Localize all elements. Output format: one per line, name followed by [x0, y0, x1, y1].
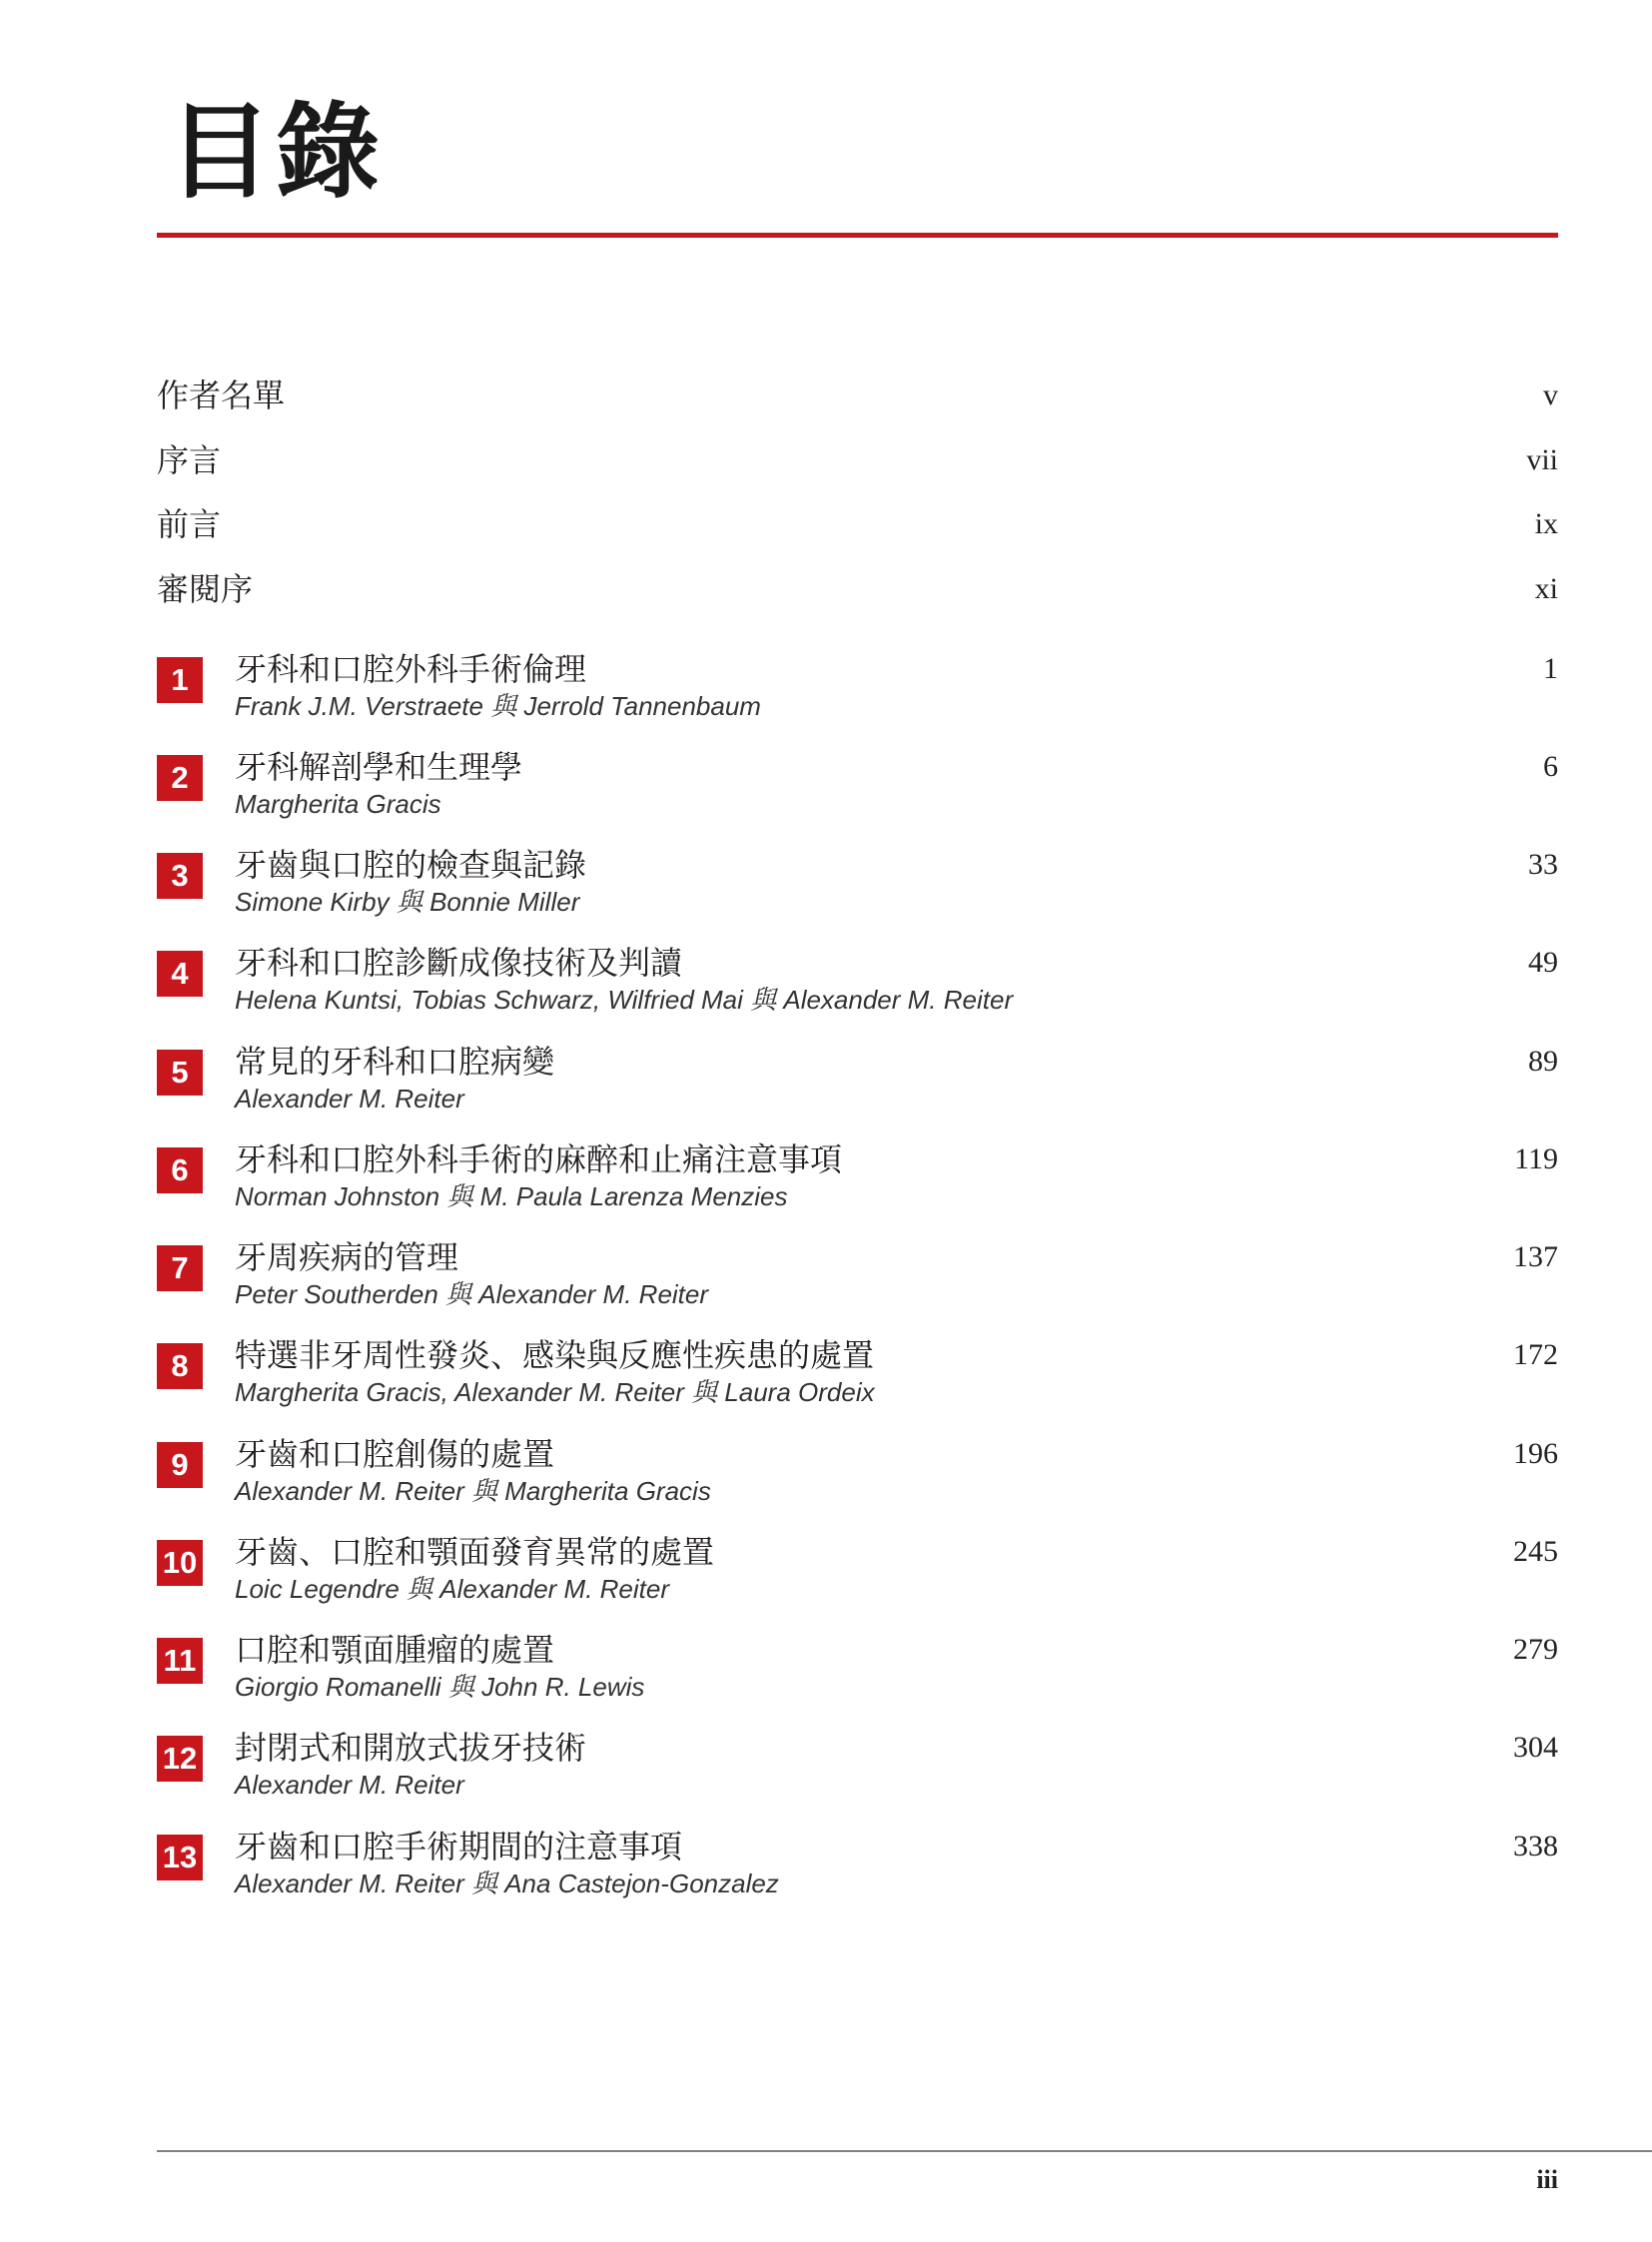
chapter-authors: Simone Kirby 與 Bonnie Miller: [235, 887, 580, 917]
chapter-authors: Alexander M. Reiter 與 Margherita Gracis: [235, 1476, 711, 1506]
chapter-title: 牙科和口腔外科手術倫理: [235, 650, 587, 688]
chapter-title: 牙齒與口腔的檢查與記錄: [235, 846, 587, 884]
toc-chapter-entry[interactable]: [157, 1140, 1558, 1229]
toc-chapter-entry[interactable]: [157, 944, 1558, 1033]
toc-chapter-entry[interactable]: [157, 1043, 1558, 1131]
chapter-title: 牙科解剖學和生理學: [235, 748, 523, 786]
toc-entry-front[interactable]: [157, 435, 1558, 485]
chapter-page: 196: [1513, 1437, 1558, 1470]
toc-chapter-entry[interactable]: [157, 1336, 1558, 1425]
toc-entry-title: 序言: [157, 441, 222, 479]
chapter-number-badge: 9: [157, 1442, 203, 1488]
chapter-page: 89: [1528, 1045, 1558, 1078]
chapter-number-badge: 4: [157, 951, 203, 997]
title-rule: [157, 233, 1558, 238]
chapter-authors: Loic Legendre 與 Alexander M. Reiter: [235, 1574, 670, 1604]
toc-chapter-entry[interactable]: [157, 1238, 1558, 1327]
toc-chapter-entry[interactable]: [157, 1631, 1558, 1720]
toc-chapter-entry[interactable]: [157, 748, 1558, 837]
toc-entry-page: xi: [1534, 572, 1558, 605]
chapter-title: 特選非牙周性發炎、感染與反應性疾患的處置: [235, 1336, 875, 1374]
chapter-page: 304: [1513, 1731, 1558, 1764]
chapter-number-badge: 11: [157, 1638, 203, 1684]
chapter-authors: Alexander M. Reiter: [235, 1084, 464, 1114]
chapter-number-badge: 13: [157, 1835, 203, 1880]
toc-chapter-entry[interactable]: [157, 1828, 1558, 1916]
chapter-title: 封閉式和開放式拔牙技術: [235, 1729, 587, 1767]
chapter-title: 牙齒、口腔和顎面發育異常的處置: [235, 1533, 715, 1571]
chapter-page: 137: [1513, 1240, 1558, 1273]
chapter-title: 牙科和口腔診斷成像技術及判讀: [235, 944, 683, 982]
chapter-number-badge: 10: [157, 1540, 203, 1586]
chapter-authors: Margherita Gracis, Alexander M. Reiter 與 Laura Ordeix: [235, 1377, 875, 1407]
chapter-title: 牙科和口腔外科手術的麻醉和止痛注意事項: [235, 1140, 843, 1178]
chapter-number-badge: 6: [157, 1147, 203, 1193]
chapter-authors: Frank J.M. Verstraete 與 Jerrold Tannenbaum: [235, 691, 761, 721]
chapter-page: 33: [1528, 848, 1558, 881]
footer-rule: [157, 2150, 1652, 2152]
chapter-number-badge: 5: [157, 1050, 203, 1096]
chapter-page: 49: [1528, 946, 1558, 979]
toc-entry-front[interactable]: [157, 371, 1558, 420]
chapter-page: 119: [1514, 1142, 1558, 1175]
chapter-number-badge: 1: [157, 657, 203, 703]
chapter-title: 常見的牙科和口腔病變: [235, 1043, 555, 1081]
page-title: 目錄: [168, 90, 385, 213]
toc-chapter-entry[interactable]: [157, 1729, 1558, 1818]
chapter-page: 1: [1543, 652, 1558, 685]
toc-entry-page: ix: [1534, 507, 1558, 540]
page-folio: iii: [1536, 2165, 1558, 2194]
chapter-number-badge: 2: [157, 755, 203, 801]
toc-entry-title: 前言: [157, 505, 222, 543]
chapter-authors: Helena Kuntsi, Tobias Schwarz, Wilfried Mai 與 Alexander M. Reiter: [235, 985, 1014, 1015]
toc-chapter-entry[interactable]: [157, 650, 1558, 739]
chapter-page: 245: [1513, 1535, 1558, 1568]
chapter-number-badge: 3: [157, 853, 203, 899]
chapter-title: 牙齒和口腔創傷的處置: [235, 1435, 555, 1473]
toc-entry-page: vii: [1526, 443, 1558, 476]
chapter-title: 牙周疾病的管理: [235, 1238, 459, 1276]
chapter-number-badge: 12: [157, 1736, 203, 1782]
toc-entry-title: 審閱序: [157, 570, 254, 608]
chapter-page: 338: [1513, 1830, 1558, 1863]
chapter-authors: Norman Johnston 與 M. Paula Larenza Menzies: [235, 1181, 788, 1211]
chapter-page: 279: [1513, 1633, 1558, 1666]
toc-chapter-entry[interactable]: [157, 1533, 1558, 1622]
chapter-authors: Peter Southerden 與 Alexander M. Reiter: [235, 1279, 709, 1309]
chapter-number-badge: 8: [157, 1343, 203, 1389]
chapter-authors: Alexander M. Reiter 與 Ana Castejon-Gonzalez: [235, 1868, 779, 1898]
toc-chapter-entry[interactable]: [157, 1435, 1558, 1524]
toc-entry-page: v: [1543, 378, 1558, 411]
chapter-authors: Alexander M. Reiter: [235, 1770, 464, 1800]
chapter-title: 口腔和顎面腫瘤的處置: [235, 1631, 555, 1669]
chapter-number-badge: 7: [157, 1245, 203, 1291]
chapter-authors: Margherita Gracis: [235, 789, 441, 819]
chapter-page: 172: [1513, 1338, 1558, 1371]
toc-entry-front[interactable]: [157, 564, 1558, 614]
toc-entry-front[interactable]: [157, 499, 1558, 549]
chapter-authors: Giorgio Romanelli 與 John R. Lewis: [235, 1672, 645, 1702]
chapter-page: 6: [1543, 750, 1558, 783]
toc-chapter-entry[interactable]: [157, 846, 1558, 935]
chapter-title: 牙齒和口腔手術期間的注意事項: [235, 1828, 683, 1866]
toc-entry-title: 作者名單: [157, 376, 286, 414]
